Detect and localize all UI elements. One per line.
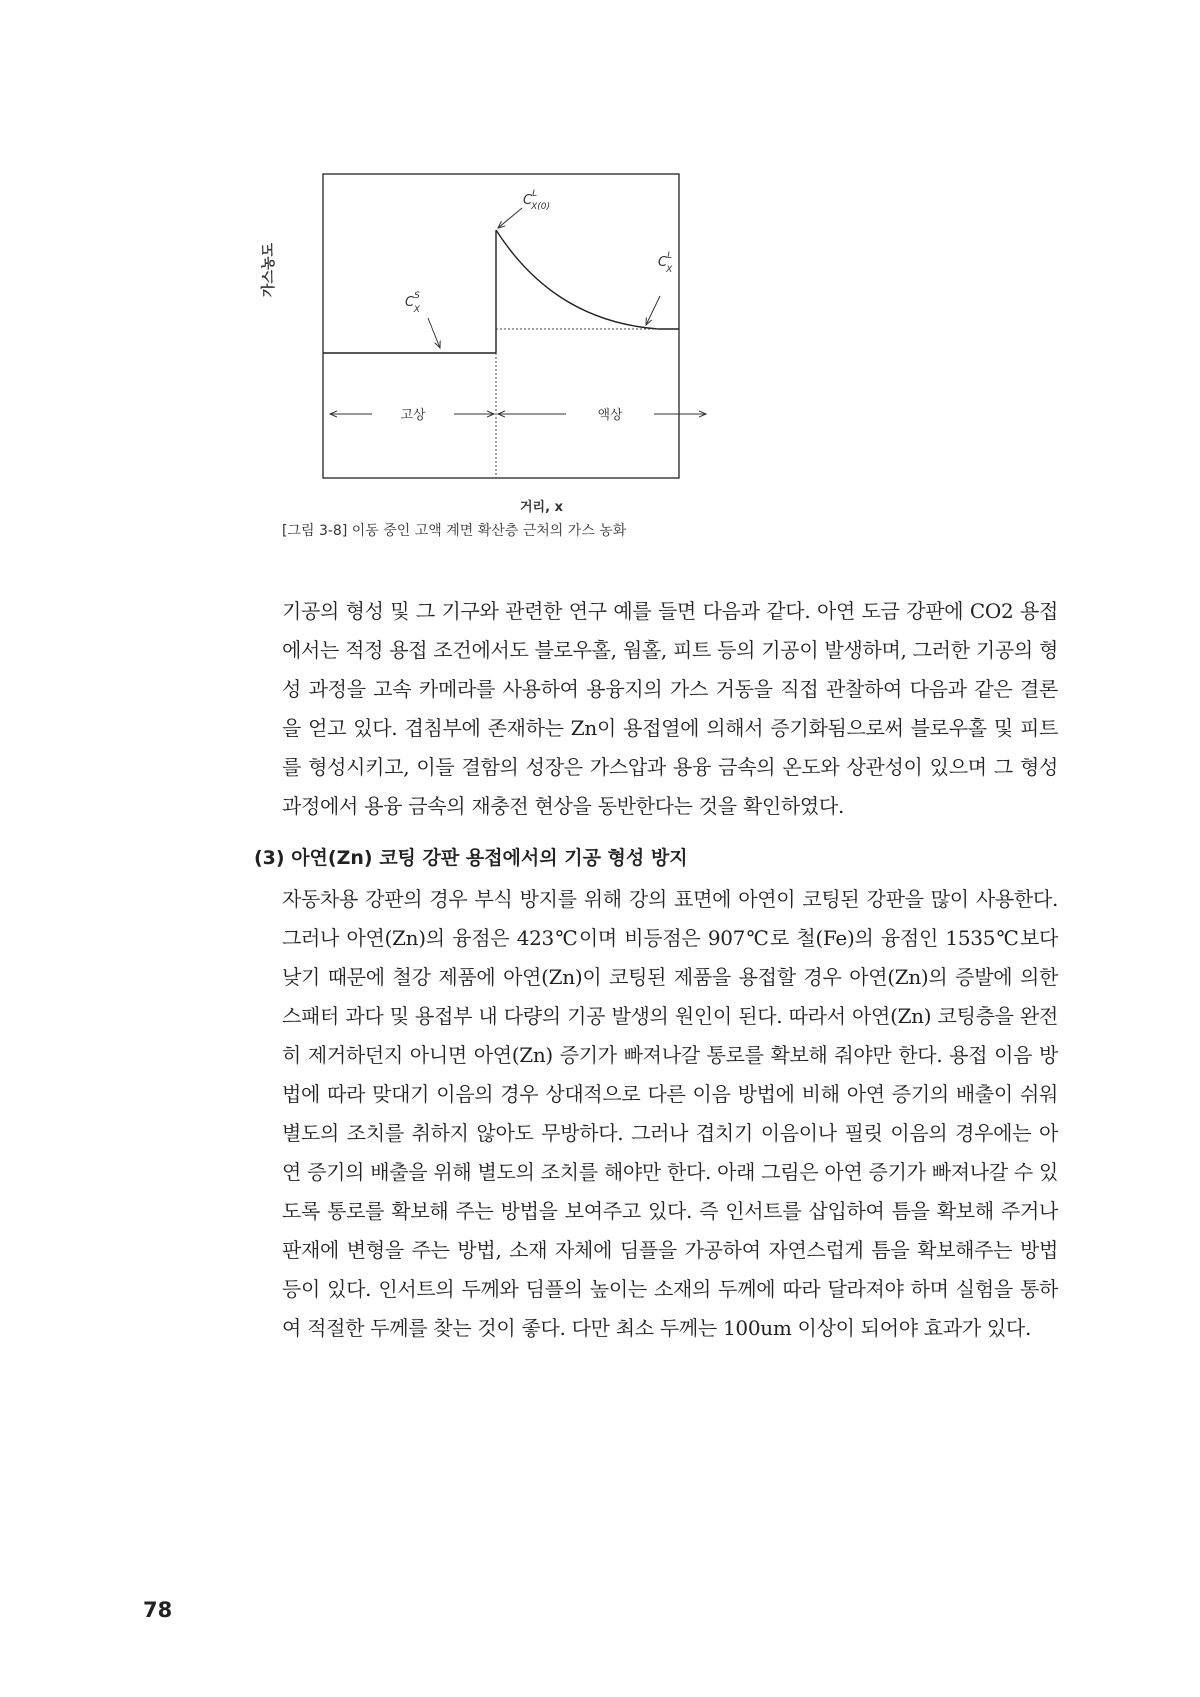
cs-pointer-arrow [428,318,440,348]
page-number: 78 [143,1598,173,1622]
cx0-pointer-arrow [498,208,522,228]
concentration-diagram [280,168,720,488]
liquid-decay-curve [496,230,658,329]
body-paragraph-2: 자동차용 강판의 경우 부식 방지를 위해 강의 표면에 아연이 코팅된 강판을 많이 사용한다. 그러나 아연(Zn)의 융점은 423℃이며 비등점은 907℃로 철(Fe)의 융점인 1535℃보다 낮기 때문에 철강 제품에 아연(Zn)이 코팅된 제품을 용접할 경우 아연(Zn)의 증발에 의한 스패터 과다 및 용접부 내 다량의 기공 발생의 원인이 된다. 따라서 아연(Zn) 코팅층을 완전히 제거하던지 아니면 아연(Zn) 증기가 빠져나갈 통로를 확보해 줘야만 한다. 용접 이음 방법에 따라 맞대기 이음의 경우 상대적으로 다른 이음 방법에 비해 아연 증기의 배출이 쉬워 별도의 조치를 취하지 않아도 무방하다. 그러나 겹치기 이음이나 필릿 이음의 경우에는 아연 증기의 배출을 위해 별도의 조치를 해야만 한다. 아래 그림은 아연 증기가 빠져나갈 수 있도록 통로를 확보해 주는 방법을 보여주고 있다. 즉 인서트를 삽입하여 틈을 확보해 주거나 판재에 변형을 주는 방법, 소재 자체에 딤플을 가공하여 자연스럽게 틈을 확보해주는 방법 등이 있다. 인서트의 두께와 딤플의 높이는 소재의 두께에 따라 달라져야 하며 실험을 통하여 적절한 두께를 찾는 것이 좋다. 다만 최소 두께는 100um 이상이 되어야 효과가 있다. [282,887,1058,1340]
plot-frame [323,174,679,478]
concentration-figure [280,168,720,488]
symbol-cs-label: $C^S$ X [405,291,420,315]
section-heading: (3) 아연(Zn) 코팅 강판 용접에서의 기공 형성 방지 [254,847,688,869]
body-paragraph-1: 기공의 형성 및 그 기구와 관련한 연구 예를 들면 다음과 같다. 아연 도금 강판에 CO2 용접에서는 적정 용접 조건에서도 블로우홀, 웜홀, 피트 등의 기공이 발생하며, 그러한 기공의 형성 과정을 고속 카메라를 사용하여 용융지의 가스 거동을 직접 관찰하여 다음과 같은 결론을 얻고 있다. 겹침부에 존재하는 Zn이 용접열에 의해서 증기화됨으로써 블로우홀 및 피트를 형성시키고, 이들 결함의 성장은 가스압과 용융 금속의 온도와 상관성이 있으며 그 형성 과정에서 용융 금속의 재충전 현상을 동반한다는 것을 확인하였다. [282,599,1058,818]
solid-region-label: 고상 [400,408,426,423]
symbol-cx0-label: $C^L$ X(0) [523,189,551,212]
cl-pointer-arrow [646,296,660,325]
symbol-cl-label: $C^L$ X [658,251,673,275]
liquid-region-label: 액상 [597,408,623,423]
y-axis-label: 가스농도 [261,242,277,298]
x-axis-label: 거리, x [520,500,563,515]
figure-caption: [그림 3-8] 이동 중인 고액 계면 확산층 근처의 가스 농화 [282,523,627,539]
